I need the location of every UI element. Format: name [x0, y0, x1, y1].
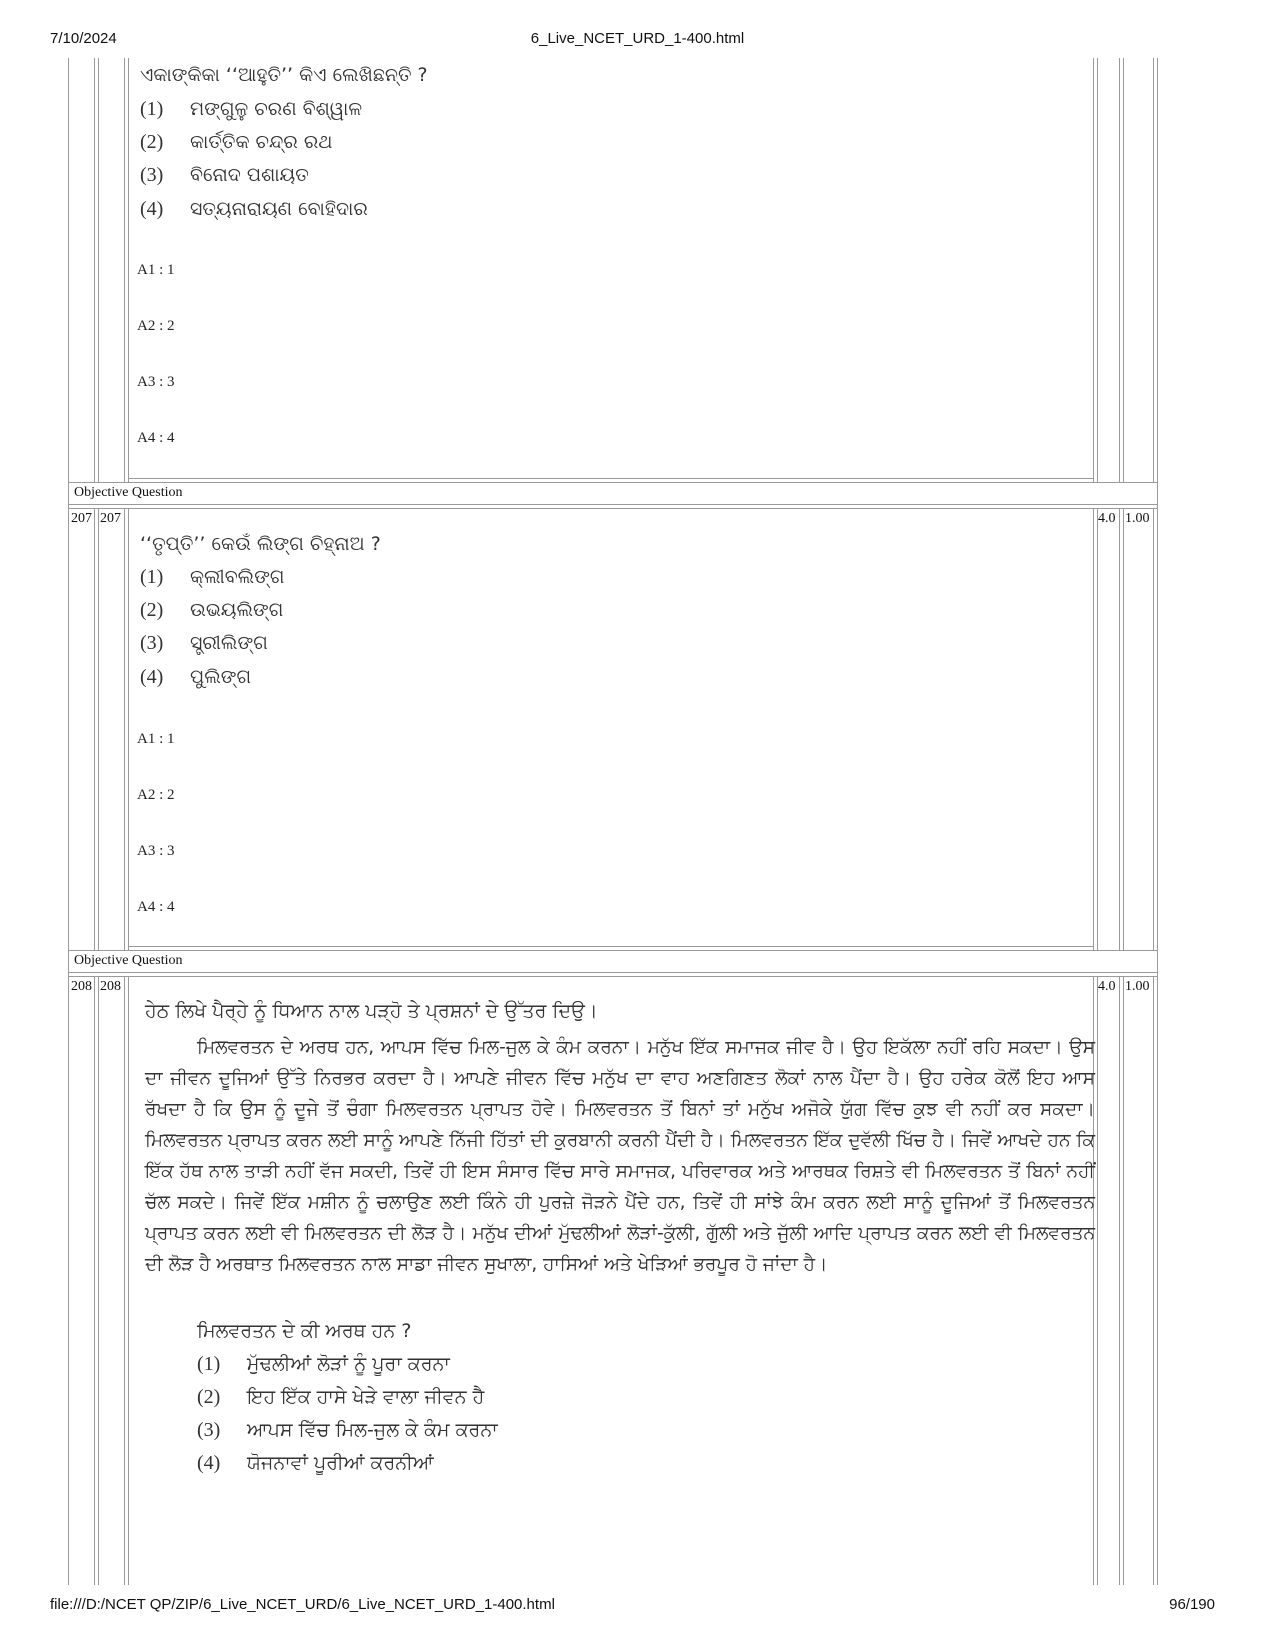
- reading-passage: [145, 1032, 1095, 1280]
- grid-line: [94, 58, 95, 482]
- answer-key-1: A1 : 1: [137, 731, 175, 747]
- grid-line: [1157, 972, 1158, 1585]
- answer-key-3: A3 : 3: [137, 843, 175, 859]
- grid-line: [1123, 508, 1124, 950]
- option-3: [140, 632, 268, 655]
- option-number: (4): [140, 198, 164, 220]
- question-marks: 4.0: [1098, 979, 1116, 994]
- grid-line: [124, 976, 125, 1585]
- section-label: Objective Question: [74, 953, 183, 968]
- print-title: 6_Live_NCET_URD_1-400.html: [530, 30, 745, 47]
- option-4: [140, 666, 251, 689]
- answer-key-1: A1 : 1: [137, 262, 175, 278]
- grid-line: [124, 508, 125, 950]
- grid-line: [68, 58, 69, 482]
- option-number: (3): [140, 164, 164, 186]
- grid-line: [98, 508, 99, 950]
- option-3: [197, 1419, 498, 1442]
- option-text: ବିନୋଦ ପଶାୟତ: [190, 164, 309, 186]
- grid-line: [128, 478, 1094, 479]
- question-serial: 208: [71, 979, 92, 994]
- option-1: [197, 1353, 450, 1376]
- grid-line: [1097, 508, 1098, 950]
- question-id: 208: [100, 979, 121, 994]
- grid-line: [128, 946, 1094, 947]
- grid-line: [68, 972, 1158, 973]
- option-number: (1): [140, 98, 164, 120]
- grid-line: [1119, 58, 1120, 482]
- grid-line: [98, 976, 99, 1585]
- grid-line: [94, 508, 95, 950]
- option-text: ਮੁੱਢਲੀਆਂ ਲੋੜਾਂ ਨੂੰ ਪੂਰਾ ਕਰਨਾ: [247, 1353, 450, 1375]
- option-number: (1): [140, 566, 164, 588]
- grid-line: [68, 508, 1158, 509]
- grid-line: [1123, 58, 1124, 482]
- answer-key-4: A4 : 4: [137, 899, 175, 915]
- option-text: ମଙ୍ଗୁଳୁ ଚରଣ ବିଶ୍ୱାଳ: [190, 98, 363, 120]
- grid-line: [1153, 508, 1154, 950]
- negative-marks: 1.00: [1125, 979, 1150, 994]
- answer-key-2: A2 : 2: [137, 787, 175, 803]
- option-1: [140, 566, 285, 589]
- grid-line: [1119, 976, 1120, 1585]
- passage-paragraph: ਮਿਲਵਰਤਨ ਦੇ ਅਰਥ ਹਨ, ਆਪਸ ਵਿੱਚ ਮਿਲ-ਜੁਲ ਕੇ ਕੰਮ ਕਰਨਾ। ਮਨੁੱਖ ਇੱਕ ਸਮਾਜਕ ਜੀਵ ਹੈ। ਉਹ ਇਕੱਲਾ ਨਹੀਂ ਰਹਿ ਸਕਦਾ। ਉਸ ਦਾ ਜੀਵਨ ਦੂਜਿਆਂ ਉੱਤੇ ਨਿਰਭਰ ਕਰਦਾ ਹੈ। ਆਪਣੇ ਜੀਵਨ ਵਿੱਚ ਮਨੁੱਖ ਦਾ ਵਾਹ ਅਣਗਿਣਤ ਲੋਕਾਂ ਨਾਲ ਪੈਂਦਾ ਹੈ। ਉਹ ਹਰੇਕ ਕੋਲੋਂ ਇਹ ਆਸ ਰੱਖਦਾ ਹੈ ਕਿ ਉਸ ਨੂੰ ਦੂਜੇ ਤੋਂ ਚੰਗਾ ਮਿਲਵਰਤਨ ਪ੍ਰਾਪਤ ਹੋਵੇ। ਮਿਲਵਰਤਨ ਤੋਂ ਬਿਨਾਂ ਤਾਂ ਮਨੁੱਖ ਅਜੋਕੇ ਯੁੱਗ ਵਿੱਚ ਕੁਝ ਵੀ ਨਹੀਂ ਕਰ ਸਕਦਾ। ਮਿਲਵਰਤਨ ਪ੍ਰਾਪਤ ਕਰਨ ਲਈ ਸਾਨੂੰ ਆਪਣੇ ਨਿੱਜੀ ਹਿੱਤਾਂ ਦੀ ਕੁਰਬਾਨੀ ਕਰਨੀ ਪੈਂਦੀ ਹੈ। ਮਿਲਵਰਤਨ ਇੱਕ ਦੁਵੱਲੀ ਖਿੱਚ ਹੈ। ਜਿਵੇਂ ਆਖਦੇ ਹਨ ਕਿ ਇੱਕ ਹੱਥ ਨਾਲ ਤਾੜੀ ਨਹੀਂ ਵੱਜ ਸਕਦੀ, ਤਿਵੇਂ ਹੀ ਇਸ ਸੰਸਾਰ ਵਿੱਚ ਸਾਰੇ ਸਮਾਜਕ, ਪਰਿਵਾਰਕ ਅਤੇ ਆਰਥਕ ਰਿਸ਼ਤੇ ਵੀ ਮਿਲਵਰਤਨ ਤੋਂ ਬਿਨਾਂ ਨਹੀਂ ਚੱਲ ਸਕਦੇ। ਜਿਵੇਂ ਇੱਕ ਮਸ਼ੀਨ ਨੂੰ ਚਲਾਉਣ ਲਈ ਕਿੰਨੇ ਹੀ ਪੁਰਜ਼ੇ ਜੋੜਨੇ ਪੈਂਦੇ ਹਨ, ਤਿਵੇਂ ਹੀ ਸਾਂਝੇ ਕੰਮ ਕਰਨ ਲਈ ਸਾਨੂੰ ਦੂਜਿਆਂ ਤੋਂ ਮਿਲਵਰਤਨ ਪ੍ਰਾਪਤ ਕਰਨ ਲਈ ਵੀ ਮਿਲਵਰਤਨ ਦੀ ਲੋੜ ਹੈ। ਮਨੁੱਖ ਦੀਆਂ ਮੁੱਢਲੀਆਂ ਲੋੜਾਂ-ਕੁੱਲੀ, ਗੁੱਲੀ ਅਤੇ ਜੁੱਲੀ ਆਦਿ ਪ੍ਰਾਪਤ ਕਰਨ ਲਈ ਵੀ ਮਿਲਵਰਤਨ ਦੀ ਲੋੜ ਹੈ ਅਰਥਾਤ ਮਿਲਵਰਤਨ ਨਾਲ ਸਾਡਾ ਜੀਵਨ ਸੁਖਾਲਾ, ਹਾਸਿਆਂ ਅਤੇ ਖੇੜਿਆਂ ਭਰਪੂਰ ਹੋ ਜਾਂਦਾ ਹੈ।: [145, 1037, 1095, 1275]
- option-number: (2): [140, 131, 164, 153]
- option-text: ਯੋਜਨਾਵਾਂ ਪੂਰੀਆਂ ਕਰਨੀਆਂ: [247, 1452, 434, 1474]
- grid-line: [68, 482, 1158, 483]
- grid-line: [68, 950, 1158, 951]
- grid-line: [94, 976, 95, 1585]
- option-text: ਇਹ ਇੱਕ ਹਾਸੇ ਖੇੜੇ ਵਾਲਾ ਜੀਵਨ ਹੈ: [247, 1386, 485, 1408]
- grid-line: [1157, 504, 1158, 950]
- file-path: file:///D:/NCET QP/ZIP/6_Live_NCET_URD/6_Live_NCET_URD_1-400.html: [50, 1596, 555, 1613]
- grid-line: [124, 58, 125, 482]
- answer-key-2: A2 : 2: [137, 318, 175, 334]
- option-number: (2): [140, 599, 164, 621]
- grid-line: [1157, 58, 1158, 482]
- option-text: ଉଭୟଲିଙ୍ଗ: [190, 599, 284, 621]
- option-2: [140, 131, 332, 154]
- question-serial: 207: [71, 511, 92, 526]
- grid-line: [1097, 58, 1098, 482]
- negative-marks: 1.00: [1125, 511, 1150, 526]
- grid-line: [1123, 976, 1124, 1585]
- grid-line: [1093, 58, 1094, 482]
- answer-key-4: A4 : 4: [137, 430, 175, 446]
- option-number: (1): [197, 1353, 221, 1375]
- question-id: 207: [100, 511, 121, 526]
- option-text: ପୁଲିଙ୍ଗ: [190, 666, 252, 688]
- grid-line: [1097, 976, 1098, 1585]
- option-text: କାର୍ତ୍ତିକ ଚନ୍ଦ୍ର ରଥ: [190, 131, 333, 153]
- question-text: ਮਿਲਵਰਤਨ ਦੇ ਕੀ ਅਰਥ ਹਨ ?: [197, 1320, 412, 1342]
- grid-line: [128, 976, 129, 1585]
- option-4: [140, 198, 368, 221]
- option-text: ସତ୍ୟନାରାୟଣ ବୋହିଦାର: [190, 198, 368, 220]
- print-date: 7/10/2024: [50, 30, 117, 47]
- option-text: ସ୍ତ୍ରୀଲିଙ୍ଗ: [190, 632, 268, 654]
- print-header: [50, 30, 1225, 54]
- option-number: (3): [197, 1419, 221, 1441]
- option-number: (3): [140, 632, 164, 654]
- section-label: Objective Question: [74, 485, 183, 500]
- option-4: [197, 1452, 434, 1475]
- option-text: ਆਪਸ ਵਿੱਚ ਮਿਲ-ਜੁਲ ਕੇ ਕੰਮ ਕਰਨਾ: [247, 1419, 498, 1441]
- grid-line: [68, 976, 1158, 977]
- passage-instruction: ਹੇਠ ਲਿਖੇ ਪੈਰ੍ਹੇ ਨੂੰ ਧਿਆਨ ਨਾਲ ਪੜ੍ਹੋ ਤੇ ਪ੍ਰਸ਼ਨਾਂ ਦੇ ਉੱਤਰ ਦਿਉ।: [145, 1000, 598, 1022]
- grid-line: [68, 504, 69, 950]
- grid-line: [68, 950, 69, 972]
- option-number: (4): [140, 666, 164, 688]
- question-text: ‘‘ତୃପ୍ତି’’ କେଉଁ ଲିଙ୍ଗ ଚିହ୍ନାଅ ?: [140, 533, 381, 555]
- question-text: ଏକାଙ୍କିକା ‘‘ଆହୁତି’’ କିଏ ଲେଖିଛନ୍ତି ?: [140, 64, 428, 86]
- option-1: [140, 98, 362, 121]
- option-2: [140, 599, 283, 622]
- grid-line: [128, 58, 129, 482]
- grid-line: [128, 508, 129, 950]
- grid-line: [1119, 508, 1120, 950]
- answer-key-3: A3 : 3: [137, 374, 175, 390]
- grid-line: [68, 504, 1158, 505]
- grid-line: [1093, 508, 1094, 950]
- grid-line: [98, 58, 99, 482]
- grid-line: [68, 482, 69, 504]
- grid-line: [1153, 58, 1154, 482]
- option-2: [197, 1386, 484, 1409]
- option-text: କ୍ଲୀବଲିଙ୍ଗ: [190, 566, 285, 588]
- page-number: 96/190: [1169, 1596, 1215, 1613]
- grid-line: [1153, 976, 1154, 1585]
- option-number: (2): [197, 1386, 221, 1408]
- option-number: (4): [197, 1452, 221, 1474]
- question-marks: 4.0: [1098, 511, 1116, 526]
- grid-line: [68, 972, 69, 1585]
- print-footer: [50, 1596, 1225, 1620]
- option-3: [140, 164, 309, 187]
